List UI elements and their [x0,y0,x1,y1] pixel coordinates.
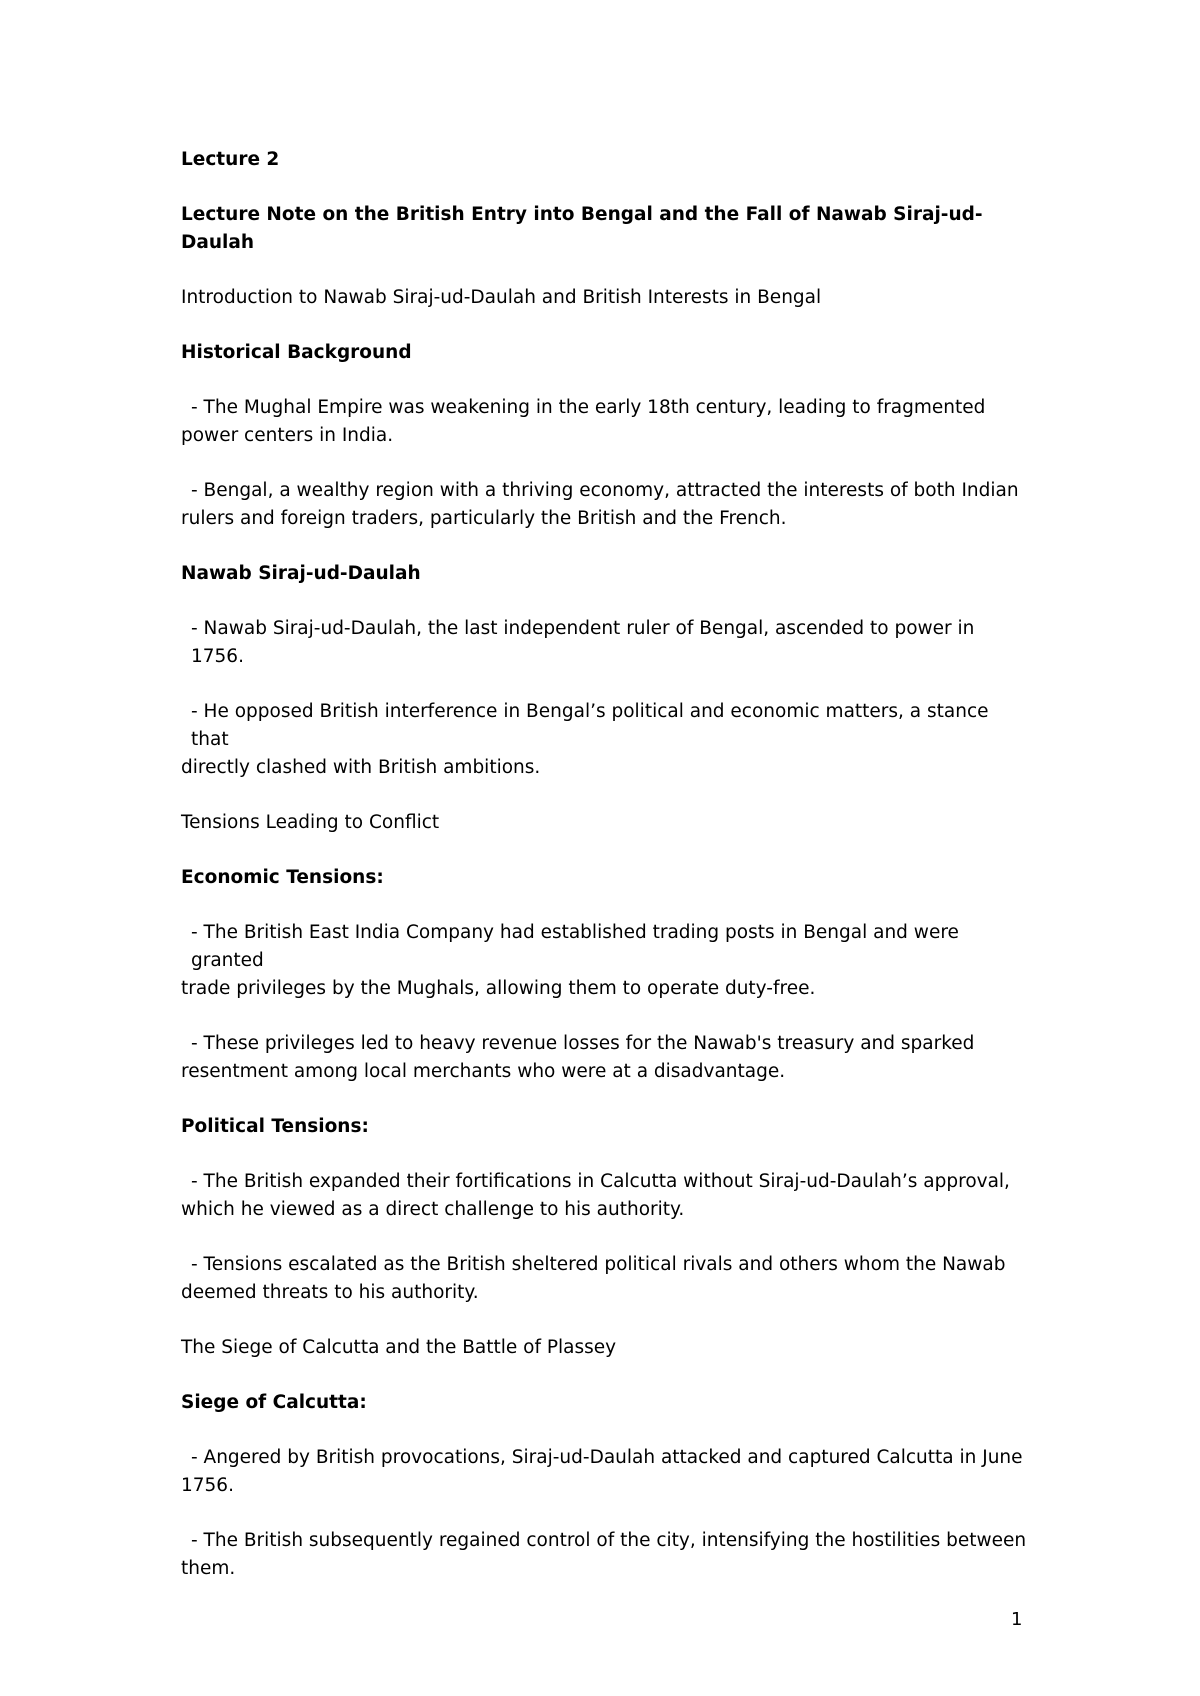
nawab-bullet-2-line-1: - He opposed British interference in Bengal’s political and economic matters, a stance that [191,701,989,750]
tensions-heading: Tensions Leading to Conflict [181,812,440,833]
economic-bullet-2-line-1: - These privileges led to heavy revenue losses for the Nawab's treasury and sparked [191,1033,975,1054]
economic-bullet-2-line-2: resentment among local merchants who were at a disadvantage. [181,1061,786,1082]
lecture-label: Lecture 2 [181,149,280,170]
political-bullet-2-line-1: - Tensions escalated as the British sheltered political rivals and others whom the Nawab [191,1254,1006,1275]
nawab-bullet-2-line-2: directly clashed with British ambitions. [181,757,541,778]
section-heading-historical: Historical Background [181,342,412,363]
siege-plassey-heading: The Siege of Calcutta and the Battle of Plassey [181,1337,617,1358]
historical-bullet-1-line-1: - The Mughal Empire was weakening in the early 18th century, leading to fragmented [191,397,986,418]
section-heading-economic: Economic Tensions: [181,867,384,888]
nawab-bullet-1-line-1: - Nawab Siraj-ud-Daulah, the last independent ruler of Bengal, ascended to power in 1756. [191,618,975,667]
section-heading-political: Political Tensions: [181,1116,369,1137]
siege-bullet-1-line-1: - Angered by British provocations, Siraj-ud-Daulah attacked and captured Calcutta in June [191,1447,1023,1468]
intro-heading: Introduction to Nawab Siraj-ud-Daulah and British Interests in Bengal [181,287,822,308]
page-number: 1 [1011,1609,1023,1630]
political-bullet-1-line-1: - The British expanded their fortifications in Calcutta without Siraj-ud-Daulah’s approval, [191,1171,1010,1192]
document-title: Lecture Note on the British Entry into Bengal and the Fall of Nawab Siraj-ud-Daulah [181,204,983,253]
siege-bullet-2-line-1: - The British subsequently regained control of the city, intensifying the hostilities between [191,1530,1027,1551]
historical-bullet-2-line-1: - Bengal, a wealthy region with a thriving economy, attracted the interests of both Indian [191,480,1019,501]
historical-bullet-1-line-2: power centers in India. [181,425,394,446]
political-bullet-1-line-2: which he viewed as a direct challenge to his authority. [181,1199,685,1220]
document-body [181,146,1031,1583]
economic-bullet-1-line-1: - The British East India Company had established trading posts in Bengal and were granted [191,922,959,971]
historical-bullet-2-line-2: rulers and foreign traders, particularly the British and the French. [181,508,787,529]
section-heading-siege: Siege of Calcutta: [181,1392,367,1413]
economic-bullet-1-line-2: trade privileges by the Mughals, allowing them to operate duty-free. [181,978,816,999]
political-bullet-2-line-2: deemed threats to his authority. [181,1282,479,1303]
section-heading-nawab: Nawab Siraj-ud-Daulah [181,563,421,584]
siege-bullet-2-line-2: them. [181,1558,236,1579]
siege-bullet-1-line-2: 1756. [181,1475,234,1496]
